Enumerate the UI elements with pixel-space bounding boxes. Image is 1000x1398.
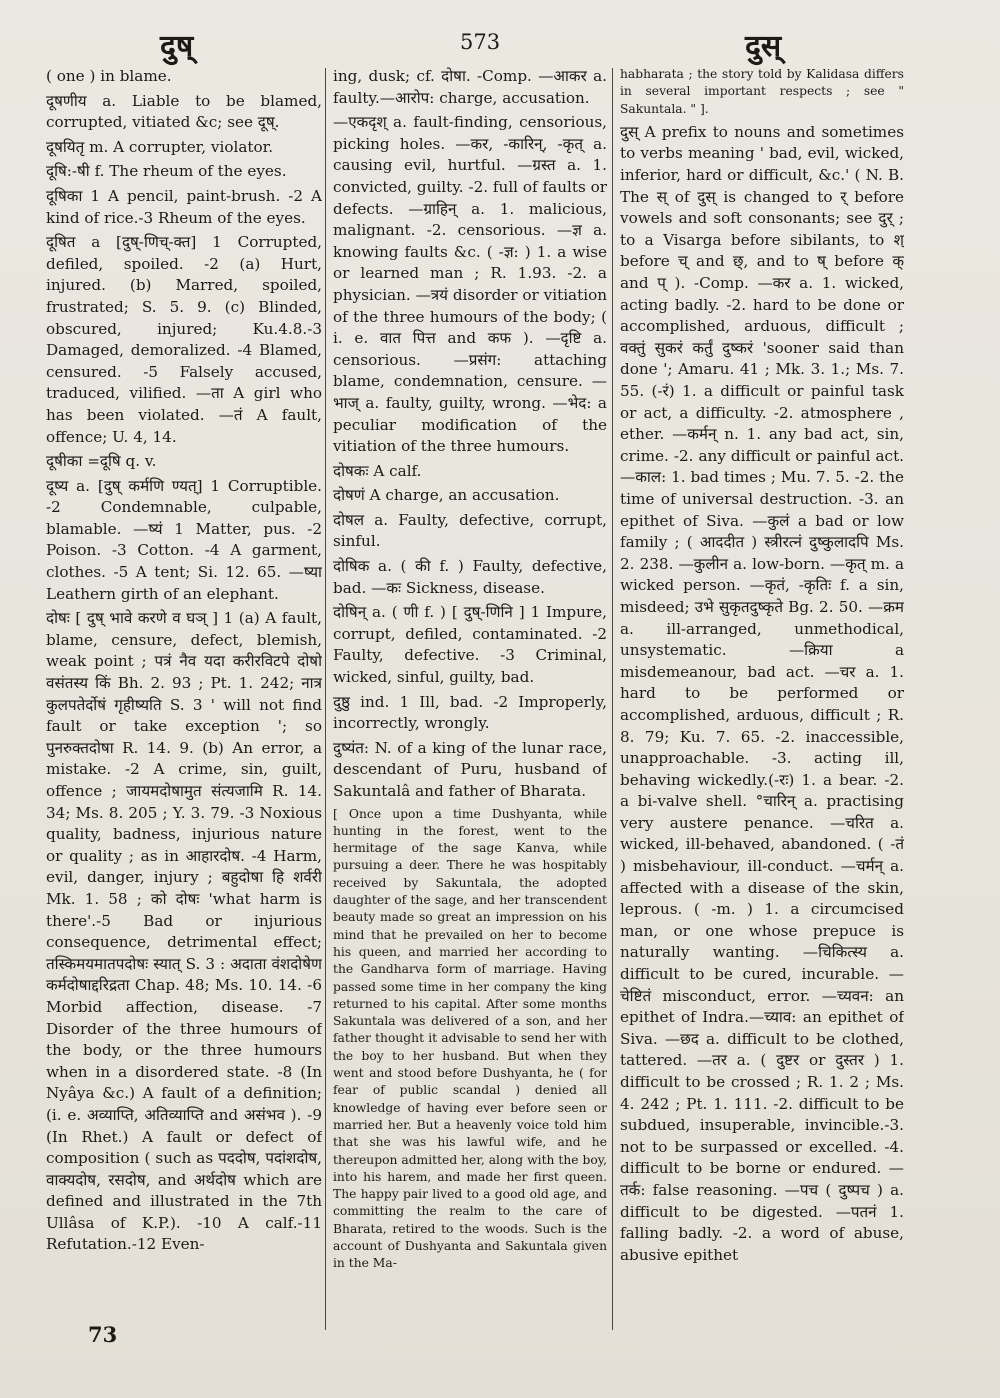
dictionary-entry: दूष्य a. [दुष् कर्मणि ण्यत्] 1 Corruptible. -2 Condemnable, culpable, blamable. —ष्यं 1 Matter, pus. -2 Poison. -3 Cotton. -4 A garment, clothes. -5 A tent; Si. 12. 65. —ष्या Leathern girth of an elephant. [46,476,322,603]
page-number: 573 [460,30,501,54]
dictionary-entry: दोषकः A calf. [333,461,422,480]
left-running-headword: दुष् [160,29,194,64]
dictionary-entry: दोषिन् a. ( णी f. ) [ दुष्-णिनि ] 1 Impure, corrupt, defiled, contaminated. -2 Faulty, defective. -3 Criminal, wicked, sinful, guilty, bad. [333,603,607,687]
dictionary-entry: दोषिक a. ( की f. ) Faulty, defective, bad. —कः Sickness, disease. [333,557,607,597]
dictionary-entry: दुस् A prefix to nouns and sometimes to verbs meaning ' bad, evil, wicked, inferior, hard or difficult, &c.' ( N. B. The स् of दुस् is changed to र् before vowels and soft consonants; see दुर् ; to a Visarga before sibilants, to श् before च् and छ्, and to ष् before क् and प् ). -Comp. —कर a. 1. wicked, acting badly. -2. hard to be done or accomplished, arduous, difficult ; वक्तुं सुकरं कर्तुं दुष्करं 'sooner said than done '; Amaru. 41 ; Mk. 3. 1.; Ms. 7. 55. (-रं) 1. a difficult or painful task or act, a difficulty. -2. atmosphere , ether. —कर्मन् n. 1. any bad act, sin, crime. -2. any difficult or painful act. —काल: 1. bad times ; Mu. 7. 5. -2. the time of universal destruction. -3. an epithet of Siva. —कुलं a bad or low family ; ( आददीत ) स्त्रीरत्नं दुष्कुलादपि Ms. 2. 238. —कुलीन a. low-born. —कृत् m. a wicked person. —कृतं, -कृतिः f. a sin, misdeed; उभे सुकृतदुष्कृते Bg. 2. 50. —क्रम a. ill-arranged, unmethodical, unsystematic. —क्रिया a misdemeanour, bad act. —चर a. 1. hard to be performed or accomplished, arduous, difficult ; R. 8. 79; Ku. 7. 65. -2. inaccessible, unapproachable. -3. acting ill, behaving wickedly.(-रः) 1. a bear. -2. a bi-valve shell. °चारिन् a. practising very austere penance. —चरित a. wicked, ill-behaved, abandoned. ( -तं ) misbehaviour, ill-conduct. —चर्मन् a. affected with a disease of the skin, leprous. ( -m. ) 1. a circumcised man, or one whose prepuce is naturally wanting. —चिकित्स्य a. difficult to be cured, incurable. —चेष्टितं misconduct, error. —च्यवन: an epithet of Indra.—च्याव: an epithet of Siva. —छद a. difficult to be clothed, tattered. —तर a. ( दुष्टर or दुस्तर ) 1. difficult to be crossed ; R. 1. 2 ; Ms. 4. 242 ; Pt. 1. 111. -2. difficult to be subdued, insuperable, invincible.-3. not to be surpassed or excelled. -4. difficult to be borne or endured. —तर्क: false reasoning. —पच ( दुष्पच ) a. difficult to be digested. —पतनं 1. falling badly. -2. a word of abuse, abusive epithet [620,122,904,1264]
column-divider [612,68,613,1330]
dictionary-entry: दोषल a. Faulty, defective, corrupt, sinful. [333,510,607,551]
bracketed-note: [ Once upon a time Dushyanta, while hunting in the forest, went to the hermitage of the sage Kanva, while pursuing a deer. There he was hospitably received by Sakuntala, the adopted daughter of the sage, and her transcendent beauty made so great an impression on his mind that he prevailed on her to become his queen, and married her according to the Gandharva form of marriage. Having passed some time in her company the king returned to his capital. After some months Sakuntala was delivered of a son, and her father thought it advisable to send her with the boy to her husband. But when they went and stood before Dushyanta, he ( for fear of public scandal ) denied all knowledge of having ever before seen or married her. But a heavenly voice told him that she was his lawful wife, and he thereupon admitted her, along with the boy, into his harem, and made her first queen. The happy pair lived to a good old age, and committing the realm to the care of Bharata, retired to the woods. Such is the account of Dushyanta and Sakuntala given in the Ma- [333,806,607,1271]
column-1 [46,66,322,1336]
dictionary-entry: ( one ) in blame. [46,67,172,85]
column-3 [620,66,904,1336]
dictionary-entry: दूषित a [दुष्-णिच्-क्त] 1 Corrupted, defiled, spoiled. -2 (a) Hurt, injured. (b) Marred, spoiled, frustrated; S. 5. 9. (c) Blinded, obscured, injured; Ku.4.8.-3 Damaged, demoralized. -4 Blamed, censured. -5 Falsely accused, traduced, vilified. —ता A girl who has been violated. —तं A fault, offence; U. 4, 14. [46,233,322,446]
dictionary-entry: दोषणं A charge, an accusation. [333,486,560,505]
dictionary-entry: दोषः [ दुष् भावे करणे व घञ् ] 1 (a) A fault, blame, censure, defect, blemish, weak point ; पत्रं नैव यदा करीरविटपे दोषो वसंतस्य किं Bh. 2. 93 ; Pt. 1. 242; नात्र कुलपतेर्दोषं गृहीष्यति S. 3 ' will not find fault or take exception '; so पुनरुक्तदोषा R. 14. 9. (b) An error, a mistake. -2 A crime, sin, guilt, offence ; जायमदोषामुत संत्यजामि R. 14. 34; Ms. 8. 205 ; Y. 3. 79. -3 Noxious quality, badness, injurious nature or quality ; as in आहारदोष. -4 Harm, evil, danger, injury ; बहुदोषा हि शर्वरी Mk. 1. 58 ; को दोषः 'what harm is there'.-5 Bad or injurious consequence, detrimental effect; तस्किमयमातपदोषः स्यात् S. 3 : अदाता वंशदोषेण कर्मदोषाद्दरिद्रता Chap. 48; Ms. 10. 14. -6 Morbid affection, disease. -7 Disorder of the three humours of the body, or the three humours when in a disordered state. -8 (In Nyâya &c.) A fault of a definition; (i. e. अव्याप्ति, अतिव्याप्ति and असंभव ). -9 (In Rhet.) A fault or defect of composition ( such as पददोष, पदांशदोष, वाक्यदोष, रसदोष, and अर्थदोष which are defined and illustrated in the 7th Ullâsa of K.P.). -10 A calf.-11 Refutation.-12 Even- [46,609,322,1254]
dictionary-entry: दूषीका =दूषि q. v. [46,452,157,471]
dictionary-entry: दूषि:-षी f. The rheum of the eyes. [46,162,287,181]
signature-mark: 73 [88,1322,118,1347]
dictionary-entry: दूषयितृ m. A corrupter, violator. [46,137,274,156]
dictionary-entry: दुष्ठु ind. 1 Ill, bad. -2 Improperly, incorrectly, wrongly. [333,692,607,733]
dictionary-entry: —एकदृश् a. fault-finding, censorious, picking holes. —कर, -कारिन्, -कृत् a. causing evil, hurtful. —ग्रस्त a. 1. convicted, guilty. -2. full of faults or defects. —ग्राहिन् a. 1. malicious, malignant. -2. censorious. —ज्ञ a. knowing faults &c. ( -ज्ञ: ) 1. a wise or learned man ; R. 1.93. -2. a physician. —त्रयं disorder or vitiation of the three humours of the body; ( i. e. वात पित्त and कफ ). —दृष्टि a. censorious. —प्रसंग: attaching blame, condemnation, censure. —भाज् a. faulty, guilty, wrong. —भेद: a peculiar modification of the vitiation of the three humours. [333,113,607,456]
dictionary-entry: दुष्यंत: N. of a king of the lunar race, descendant of Puru, husband of Sakuntalâ and father of Bharata. [333,738,607,800]
bracketed-note: habharata ; the story told by Kalidasa differs in several important respects ; see " Sakuntala. " ]. [620,67,904,116]
page-header [0,24,1000,68]
column-2 [333,66,607,1336]
dictionary-entry: दूषिका 1 A pencil, paint-brush. -2 A kind of rice.-3 Rheum of the eyes. [46,186,322,227]
dictionary-entry: ing, dusk; cf. दोषा. -Comp. —आकर a. faulty.—आरोप: charge, accusation. [333,67,607,107]
dictionary-entry: दूषणीय a. Liable to be blamed, corrupted, vitiated &c; see दूष्. [46,91,322,132]
right-running-headword: दुस् [745,29,782,64]
column-divider [325,68,326,1330]
